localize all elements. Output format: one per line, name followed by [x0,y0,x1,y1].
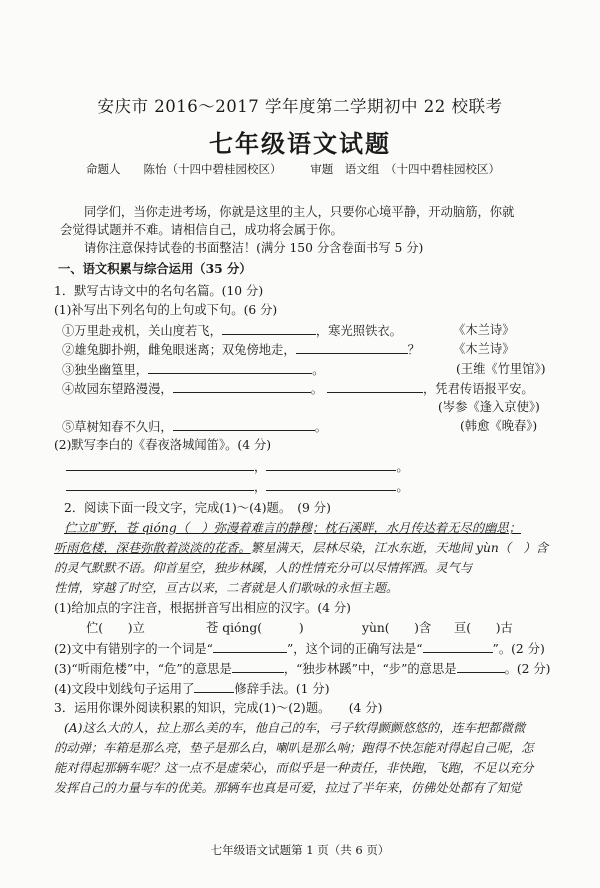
intro-line-2: 会觉得试题并不难。请相信自己，成功将会属于你。 [60,223,343,237]
answer-blank[interactable] [148,361,312,374]
poem-item-3: ③独坐幽篁里， 。 [62,363,325,377]
authors-line: 命题人 陈怡（十四中碧桂园校区） 审题 语文组 （十四中碧桂园校区） [86,162,500,176]
pinyin-item-1: 伫( )立 [86,621,145,635]
exam-title: 安庆市 2016～2017 学年度第二学期初中 22 校联考 [97,97,503,116]
answer-blank[interactable] [457,660,505,673]
answer-blank[interactable] [327,380,423,393]
poem-item-2: ②雄兔脚扑朔，雌兔眼迷离；双兔傍地走， ？ [62,343,420,357]
passage-line-2: 听雨危楼，深巷弥散着淡淡的花香。繁星满天，层林尽染，江水东逝，天地间 yùn（ ）含 [54,541,548,555]
passage-line-4: 性情，穿越了时空，亘古以来，二者就是人们歌咏的永恒主题。 [54,581,399,595]
answer-blank[interactable] [266,458,396,471]
excerpt-line-2: 的动弹；车箱是那么亮，垫子是那么白，喇叭是那么响；跑得不快怎能对得起自己呢，怎 [54,741,534,755]
poem-source-4: (岑参《逢入京使》) [438,400,540,414]
intro-line-3: 请你注意保持试卷的书面整洁！(满分 150 分含卷面书写 5 分) [84,241,424,255]
passage-line-1: 伫立旷野，苍 qióng（ ）弥漫着难言的静穆；枕石溪畔，水月传达着无尽的幽思； [64,521,522,535]
question-3: 3．运用你课外阅读积累的知识，完成(1)～(2)题。 (4 分) [54,701,383,715]
answer-blank[interactable] [222,322,316,335]
answer-blank[interactable] [66,478,254,491]
excerpt-line-3: 能对得起那辆车呢？这一点不是虚荣心，而似乎是一种责任，非快跑，飞跑，不足以充分 [54,761,534,775]
poem-source-3: (王维《竹里馆》) [456,362,546,376]
answer-blank[interactable] [173,380,311,393]
answer-blank[interactable] [173,418,315,431]
question-2-2: (2)文中有错别字的一个词是“ ”，这个词的正确写法是“ ”。(2 分) [54,642,545,656]
poem-source-1: 《木兰诗》 [453,323,515,337]
question-1-2: (2)默写李白的《春夜洛城闻笛》。(4 分) [54,438,272,452]
answer-blank[interactable] [296,341,408,354]
intro-line-1: 同学们，当你走进考场，你就是这里的主人，只要你心境平静，开动脑筋，你就 [84,205,515,219]
poem-item-4: ④故园东望路漫漫， 。 ，凭君传语报平安。 [62,382,534,396]
poem-item-1: ①万里赴戎机，关山度若飞， ，寒光照铁衣。 [62,324,402,338]
answer-blank[interactable] [423,640,493,653]
excerpt-line-4: 发挥自己的力量与车的优美。那辆车也真是可爱，拉过了半年来，仿佛处处都有了知觉 [54,781,522,795]
page-footer: 七年级语文试题第 1 页（共 6 页） [210,843,390,857]
dictation-line-1: ， 。 [66,458,409,475]
question-1-1: (1)补写出下列名句的上句或下句。(6 分) [54,303,278,317]
passage-line-3: 的灵气默默不语。仰首星空，独步林蹊，人的性情充分可以尽情挥洒。灵气与 [54,561,473,575]
answer-blank[interactable] [194,680,234,693]
answer-blank[interactable] [232,660,284,673]
poem-source-2: 《木兰诗》 [453,342,515,356]
question-2: 2．阅读下面一段文字，完成(1)～(4)题。 (9 分) [64,501,331,515]
answer-blank[interactable] [66,458,254,471]
answer-blank[interactable] [213,640,287,653]
pinyin-item-2: 苍 qióng( ) [206,621,304,635]
excerpt-line-1: (A)这么大的人，拉上那么美的车，他自己的车，弓子软得颤颤悠悠的，连车把都微微 [64,721,526,735]
question-1: 1．默写古诗文中的名句名篇。(10 分) [54,284,264,298]
question-2-3: (3)“听雨危楼”中，“危”的意思是 ，“独步林蹊”中，“步”的意思是 。(2 分) [54,662,551,676]
answer-blank[interactable] [266,478,396,491]
pinyin-item-3: yùn( )含 [362,621,432,635]
pinyin-item-4: 亘( )古 [454,621,513,635]
exam-subtitle: 七年级语文试题 [209,129,391,158]
question-2-4: (4)文段中划线句子运用了 修辞手法。(1 分) [54,682,330,696]
question-2-1: (1)给加点的字注音，根据拼音写出相应的汉字。(4 分) [54,601,351,615]
dictation-line-2: ， 。 [66,478,409,495]
section-heading: 一、语文积累与综合运用（35 分） [58,261,252,276]
poem-item-5: ⑤草树知春不久归， 。 [62,420,327,434]
poem-source-5: (韩愈《晚春》) [460,419,538,433]
